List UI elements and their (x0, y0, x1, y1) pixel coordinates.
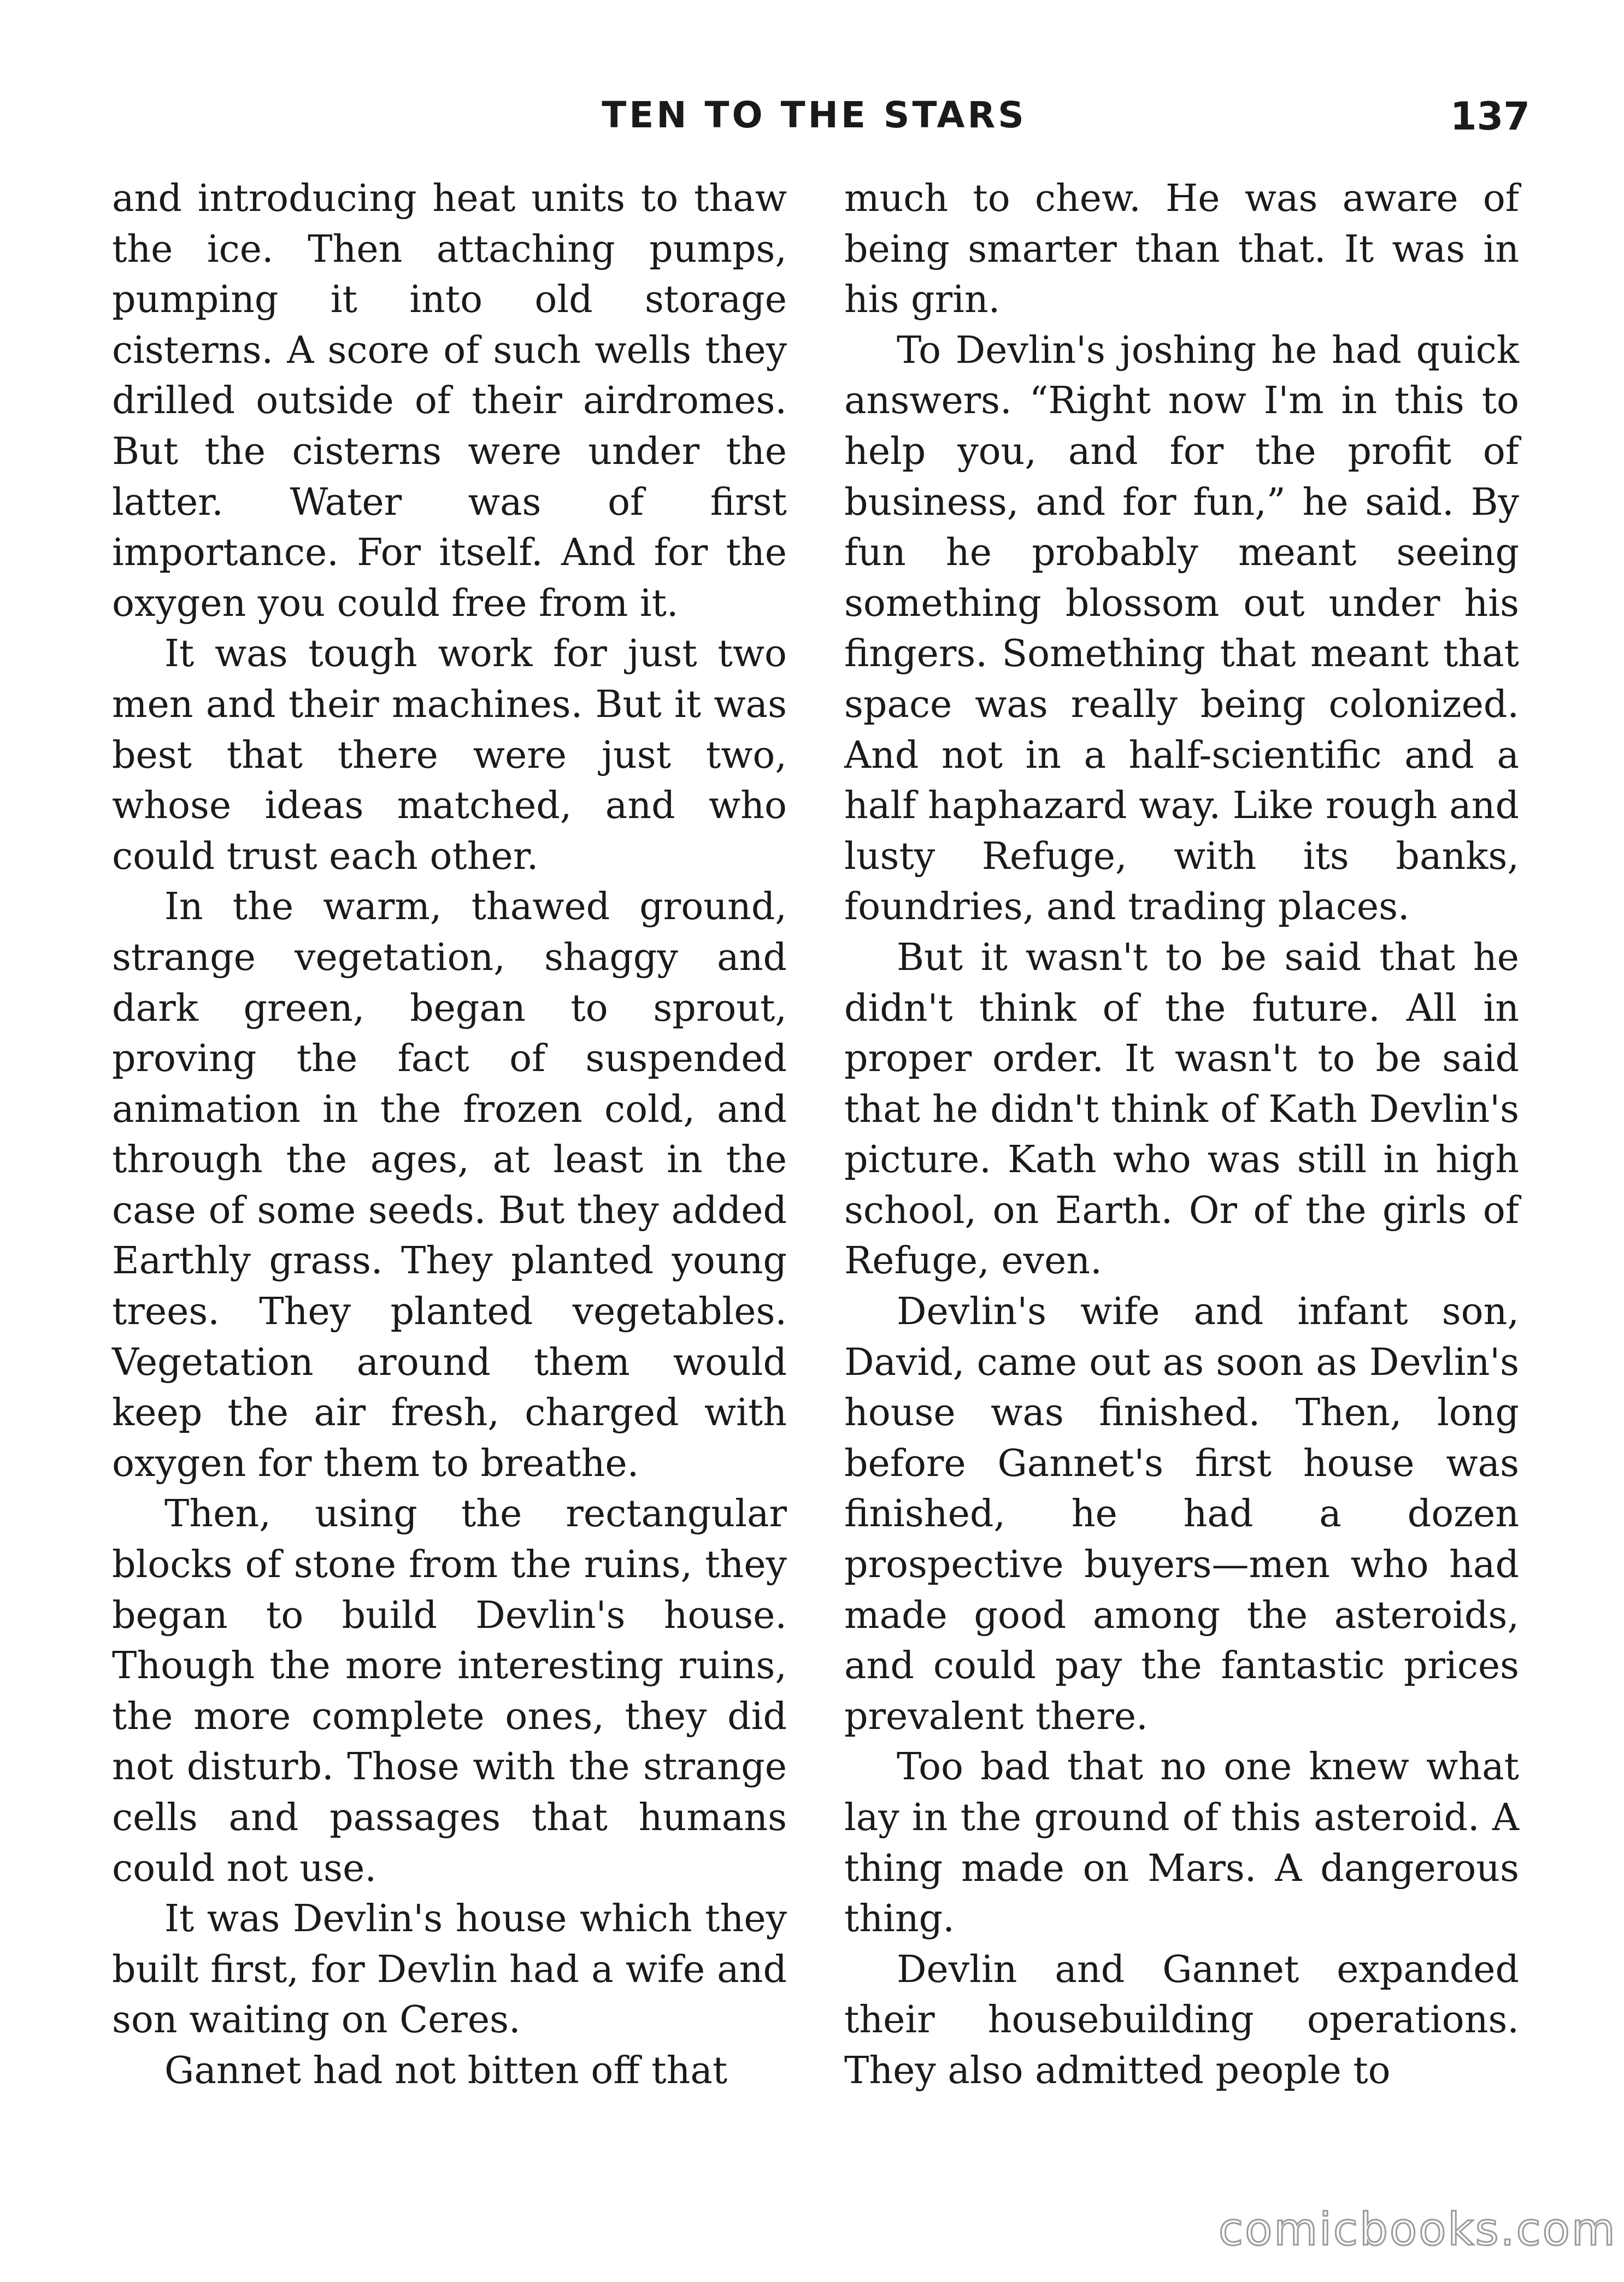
site-watermark: comicbooks.com (1219, 2204, 1617, 2256)
running-header-title: TEN TO THE STARS (602, 94, 1027, 136)
paragraph: Too bad that no one knew what lay in the ground of this asteroid. A thing made on Mars. A dangerous thing. (844, 1745, 1519, 1941)
paragraph: Gannet had not bitten off that (164, 2049, 728, 2092)
left-text-column (112, 174, 787, 2097)
paragraph-continued: much to chew. He was aware of being smarter than that. It was in his grin. (844, 177, 1519, 322)
paragraph: It was Devlin's house which they built first, for Devlin had a wife and son waiting on Ceres. (112, 1897, 787, 2042)
page-number: 137 (1450, 94, 1530, 139)
paragraph: It was tough work for just two men and their machines. But it was best that there were just two, whose ideas matched, and who could trust each other. (112, 632, 787, 878)
paragraph: To Devlin's joshing he had quick answers. “Right now I'm in this to help you, and for the profit of business, and for fun,” he said. By fun he probably meant seeing something blossom out under his fingers. Something that meant that space was really being colonized. And not in a half-scientific and a half haphazard way. Like rough and lusty Refuge, with its banks, foundries, and trading places. (844, 328, 1519, 929)
paragraph: In the warm, thawed ground, strange vegetation, shaggy and dark green, began to sprout, proving the fact of suspended animation in the frozen cold, and through the ages, at least in the case of some seeds. But they added Earthly grass. They planted young trees. They planted vegetables. Vegetation around them would keep the air fresh, charged with oxygen for them to breathe. (112, 885, 787, 1485)
right-text-column (844, 174, 1519, 2097)
paragraph: Devlin's wife and infant son, David, came out as soon as Devlin's house was finished. Then, long before Gannet's first house was finished, he had a dozen prospective buyers—men who had made good among the asteroids, and could pay the fantastic prices prevalent there. (844, 1290, 1519, 1738)
paragraph: But it wasn't to be said that he didn't think of the future. All in proper order. It wasn't to be said that he didn't think of Kath Devlin's picture. Kath who was still in high school, on Earth. Or of the girls of Refuge, even. (844, 936, 1519, 1283)
paragraph: Then, using the rectangular blocks of stone from the ruins, they began to build Devlin's house. Though the more interesting ruins, the more complete ones, they did not disturb. Those with the strange cells and passages that humans could not use. (112, 1492, 787, 1890)
paragraph: Devlin and Gannet expanded their housebuilding operations. They also admitted people to (844, 1948, 1519, 2092)
paragraph-continued: and introducing heat units to thaw the ice. Then attaching pumps, pumping it into old storage cisterns. A score of such wells they drilled outside of their airdromes. But the cisterns were under the latter. Water was of first importance. For itself. And for the oxygen you could free from it. (112, 177, 787, 625)
